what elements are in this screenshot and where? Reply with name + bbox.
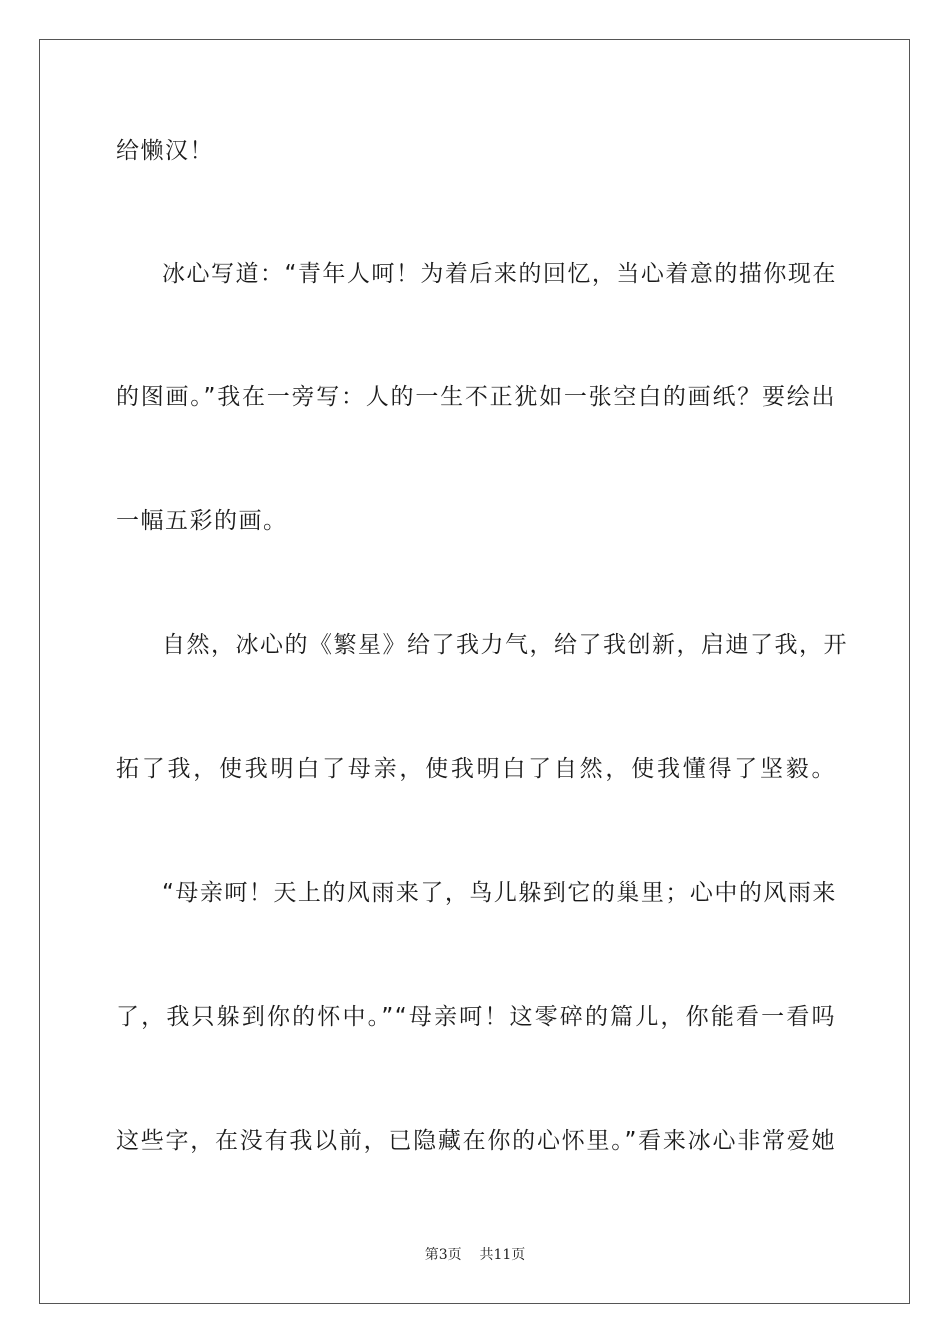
page-number: 第3页 (424, 1247, 462, 1263)
text-line-3: 的图画。”我在一旁写：人的一生不正犹如一张空白的画纸？要绘出 (116, 384, 836, 410)
text-line-5: 自然，冰心的《繁星》给了我力气，给了我创新，启迪了我，开 (162, 632, 848, 658)
page-total: 共11页 (479, 1247, 526, 1263)
text-line-7: “母亲呵！天上的风雨来了，鸟儿躲到它的巢里；心中的风雨来 (162, 880, 837, 906)
text-line-6: 拓了我，使我明白了母亲，使我明白了自然，使我懂得了坚毅。 (116, 756, 836, 782)
text-line-9: 这些字，在没有我以前，已隐藏在你的心怀里。”看来冰心非常爱她 (116, 1128, 836, 1154)
text-line-8: 了，我只躲到你的怀中。”“母亲呵！这零碎的篇儿，你能看一看吗 (116, 1004, 836, 1030)
text-line-4: 一幅五彩的画。 (116, 508, 288, 534)
text-line-1: 给懒汉！ (116, 138, 214, 164)
page-frame (39, 39, 910, 1304)
page-footer (0, 1245, 950, 1265)
text-line-2: 冰心写道：“青年人呵！为着后来的回忆，当心着意的描你现在 (162, 261, 837, 287)
